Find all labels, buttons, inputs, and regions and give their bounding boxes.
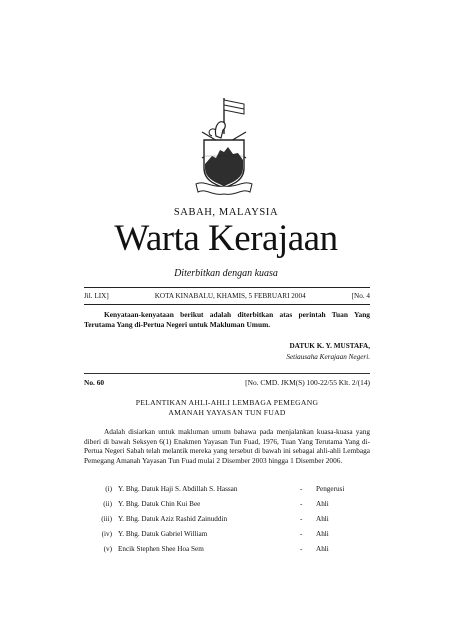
member-name: Y. Bhg. Datuk Gabriel William bbox=[118, 530, 208, 538]
entry-body-paragraph: Adalah disiarkan untuk makluman umum bahawa pada menjalankan kuasa-kuasa yang diberi di bawah Seksyen 6(1) Enakmen Yayasan Tun Fuad, 1976, Tuan Yang Terutama Yang di-Pertua Negeri Sabah telah melantik mereka yang tersebut di bawah ini sebagai ahli-ahli Lembaga Pemegang Amanah Yayasan Tun Fuad mulai 2 Disember 2003 hingga 1 Disember 2006. bbox=[84, 427, 370, 465]
sabah-crest-icon bbox=[190, 96, 258, 200]
gazette-title: Warta Kerajaan bbox=[114, 218, 338, 259]
bottom-divider bbox=[84, 304, 370, 305]
entry-heading-line1: PELANTIKAN AHLI-AHLI LEMBAGA PEMEGANG bbox=[135, 398, 319, 407]
entry-reference-line bbox=[84, 378, 370, 387]
member-dash: - bbox=[300, 545, 303, 553]
member-row bbox=[84, 515, 370, 530]
member-role: Ahli bbox=[316, 500, 329, 508]
member-list bbox=[84, 485, 370, 560]
member-role: Ahli bbox=[316, 530, 329, 538]
signatory-name: DATUK K. Y. MUSTAFA, bbox=[289, 342, 370, 350]
issue-number-label: [No. 4 bbox=[351, 292, 370, 300]
member-row bbox=[84, 500, 370, 515]
volume-label: Jil. LIX] bbox=[84, 292, 109, 300]
member-index: (v) bbox=[103, 545, 112, 553]
member-name: Y. Bhg. Datuk Chin Kui Bee bbox=[118, 500, 201, 508]
member-name: Encik Stephen Shee Hoa Sem bbox=[118, 545, 204, 553]
entry-heading-line2: AMANAH YAYASAN TUN FUAD bbox=[168, 408, 286, 417]
member-dash: - bbox=[300, 500, 303, 508]
signatory-title: Setiausaha Kerajaan Negeri. bbox=[286, 353, 370, 361]
member-dash: - bbox=[300, 485, 303, 493]
entry-number: No. 60 bbox=[84, 378, 105, 387]
country-label: SABAH, MALAYSIA bbox=[173, 207, 279, 218]
member-role: Ahli bbox=[316, 515, 329, 523]
member-row bbox=[84, 485, 370, 500]
top-divider bbox=[84, 287, 370, 288]
member-row bbox=[84, 530, 370, 545]
member-role: Ahli bbox=[316, 545, 329, 553]
notice-paragraph: Kenyataan-kenyataan berikut adalah diterbitkan atas perintah Tuan Yang Terutama Yang di-Pertua Negeri untuk Makluman Umum. bbox=[84, 310, 370, 329]
member-name: Y. Bhg. Datuk Haji S. Abdillah S. Hassan bbox=[118, 485, 238, 493]
gazette-subtitle: Diterbitkan dengan kuasa bbox=[174, 268, 278, 279]
member-name: Y. Bhg. Datuk Aziz Rashid Zainuddin bbox=[118, 515, 228, 523]
member-dash: - bbox=[300, 515, 303, 523]
member-role: Pengerusi bbox=[316, 485, 345, 493]
issue-line bbox=[84, 292, 370, 300]
member-index: (iv) bbox=[101, 530, 112, 538]
member-row bbox=[84, 545, 370, 560]
section-divider bbox=[84, 373, 370, 374]
member-index: (ii) bbox=[103, 500, 112, 508]
member-index: (iii) bbox=[101, 515, 112, 523]
member-dash: - bbox=[300, 530, 303, 538]
place-date-label: KOTA KINABALU, KHAMIS, 5 FEBRUARI 2004 bbox=[154, 292, 306, 300]
member-index: (i) bbox=[105, 485, 112, 493]
entry-reference: [No. CMD. JKM(S) 100-22/55 Klt. 2/(14) bbox=[245, 378, 370, 387]
